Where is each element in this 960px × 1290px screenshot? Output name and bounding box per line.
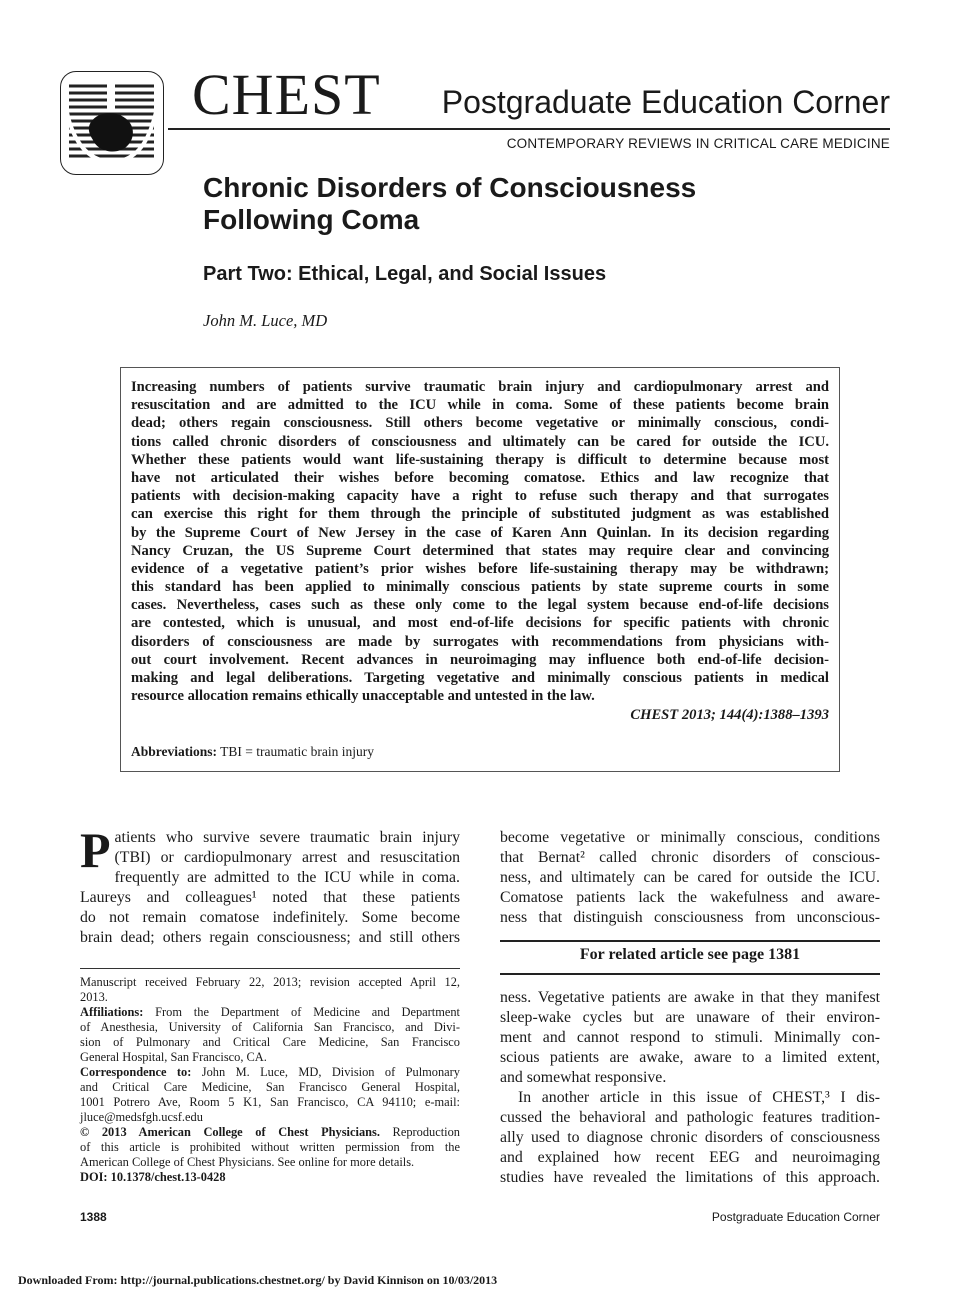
title-line: Chronic Disorders of Consciousness <box>203 172 697 203</box>
footnote-line: Manuscript received February 22, 2013; revision accepted April 12, <box>80 975 460 989</box>
body-line: atients who survive severe traumatic brain injury <box>114 829 460 846</box>
abstract-line: can exercise this right for them through the principle of substituted judgment as was established <box>131 506 829 523</box>
body-line: that Bernat² called chronic disorders of conscious- <box>500 849 880 866</box>
abstract-line: Increasing numbers of patients survive traumatic brain injury and cardiopulmonary arrest and <box>131 379 829 395</box>
abstract-line: this standard has been applied to minimally conscious patients by state supreme courts in some <box>131 579 829 596</box>
body-line: Comatose patients lack the wakefulness and aware- <box>500 889 880 906</box>
body-line: ness that distinguish consciousness from unconscious- <box>500 909 880 926</box>
body-line: (TBI) or cardiopulmonary arrest and resuscitation <box>114 849 460 866</box>
footnote-line: of Anesthesia, University of California San Francisco, and Divi- <box>80 1020 460 1034</box>
body-line: cussed the behavioral and pathologic features tradition- <box>500 1109 880 1126</box>
abbreviations-text: TBI = traumatic brain injury <box>217 744 374 759</box>
body-line: become vegetative or minimally conscious, conditions <box>500 829 880 846</box>
article-title <box>203 172 843 236</box>
footnote-line: 2013. <box>80 990 108 1004</box>
download-notice: Downloaded From: http://journal.publications.chestnet.org/ by David Kinnison on 10/03/2013 <box>18 1273 498 1287</box>
body-right-column-bottom <box>500 988 880 1188</box>
body-line: and somewhat responsive. <box>500 1069 667 1086</box>
body-line: frequently are admitted to the ICU while in coma. <box>114 869 460 886</box>
journal-brand: CHEST <box>192 62 381 127</box>
abstract-line: cases. Nevertheless, cases such as these only come to the legal system because end-of-life decisions <box>131 597 829 614</box>
body-left-column <box>80 822 460 948</box>
abstract-line: have not articulated their wishes before becoming comatose. Ethics and law recognize that <box>131 469 829 486</box>
abbreviations <box>131 744 374 760</box>
correspondence-label: Correspondence to: <box>80 1065 192 1079</box>
footnotes <box>80 975 460 1185</box>
footnote-rule <box>80 968 460 969</box>
footnote-line: and Critical Care Medicine, San Francisco General Hospital, <box>80 1080 460 1094</box>
body-line: Laureys and colleagues¹ noted that these patients <box>80 889 460 906</box>
copyright-label: © 2013 American College of Chest Physicians. <box>80 1125 380 1139</box>
abbreviations-label: Abbreviations: <box>131 744 218 759</box>
abstract-line: disorders of consciousness are made by surrogates with recommendations from physicians with- <box>131 633 829 650</box>
abstract-line: evidence of a vegetative patient’s prior wishes before life-sustaining therapy may be withdrawn; <box>131 560 829 577</box>
abstract-line: making and legal deliberations. Targeting vegetative and minimally conscious patients in medical <box>131 670 829 686</box>
running-head: Postgraduate Education Corner <box>711 1210 880 1224</box>
abstract-line: resource allocation remains ethically unacceptable and untested in the law. <box>131 688 595 705</box>
footnote-line: American College of Chest Physicians. See online for more details. <box>80 1155 415 1169</box>
body-line: scious patients are awake, aware to a limited extent, <box>500 1049 880 1066</box>
body-line: ally used to diagnose chronic disorders of consciousness <box>500 1129 880 1146</box>
footnote-line: 1001 Potrero Ave, Room 5 K1, San Francisco, CA 94110; e-mail: <box>80 1095 460 1109</box>
related-rule-bottom <box>500 973 880 975</box>
abstract-line: Nancy Cruzan, the US Supreme Court determined that states may require clear and convincing <box>131 542 829 559</box>
body-line: and explained how recent EEG and neuroimaging <box>500 1149 880 1166</box>
abstract-line: out court involvement. Recent advances in neuroimaging may influence both end-of-life decision- <box>131 651 829 668</box>
footnote-line <box>80 1125 460 1140</box>
header-rule <box>168 128 890 130</box>
drop-cap: P <box>80 822 111 878</box>
section-title: Postgraduate Education Corner <box>441 84 890 120</box>
body-right-column-top <box>500 828 880 928</box>
body-line: ness, and ultimately can be cared for outside the ICU. <box>500 869 880 886</box>
body-line: In another article in this issue of CHEST,³ I dis- <box>518 1089 880 1106</box>
doi <box>80 1170 460 1185</box>
abstract-line: by the Supreme Court of New Jersey in the case of Karen Ann Quinlan. In its decision regarding <box>131 524 829 541</box>
article-subtitle: Part Two: Ethical, Legal, and Social Issues <box>203 263 607 285</box>
doi-text[interactable]: DOI: 10.1378/chest.13-0428 <box>80 1170 226 1184</box>
title-line: Following Coma <box>203 204 420 235</box>
footnote-line: of this article is prohibited without written permission from the <box>80 1140 460 1154</box>
lungs-icon <box>61 72 162 173</box>
body-line: do not remain comatose indefinitely. Some become <box>80 909 460 926</box>
abstract-line: resuscitation and are admitted to the ICU while in coma. Some of these patients become brain <box>131 397 829 414</box>
abstract-line: patients with decision-making capacity have a right to refuse such therapy and that surrogates <box>131 488 829 505</box>
footnote-text: John M. Luce, MD, Division of Pulmonary <box>191 1065 461 1079</box>
body-line: brain dead; others regain consciousness; and still others <box>80 929 460 946</box>
page-number: 1388 <box>80 1210 107 1224</box>
footnote-text: From the Department of Medicine and Department <box>143 1005 460 1019</box>
article-author: John M. Luce, MD <box>203 311 328 330</box>
body-line: ness. Vegetative patients are awake in that they manifest <box>500 989 880 1006</box>
related-rule-top <box>500 940 880 942</box>
affiliations-label: Affiliations: <box>80 1005 144 1019</box>
body-line: ment and cannot respond to stimuli. Minimally con- <box>500 1029 880 1046</box>
series-label: CONTEMPORARY REVIEWS IN CRITICAL CARE MEDICINE <box>506 136 890 151</box>
chest-logo <box>60 71 164 175</box>
footnote-text: Reproduction <box>379 1125 460 1139</box>
abstract-line: dead; others regain consciousness. Still others become vegetative or minimally conscious, condi- <box>131 415 829 432</box>
abstract-text <box>131 378 829 705</box>
footnote-line <box>80 1005 460 1020</box>
email-link[interactable]: jluce@medsfgh.ucsf.edu <box>80 1110 203 1124</box>
abstract-line: tions called chronic disorders of consciousness and ultimately can be cared for outside the ICU. <box>131 433 829 450</box>
related-article-link[interactable]: For related article see page 1381 <box>579 946 801 963</box>
footnote-line: General Hospital, San Francisco, CA. <box>80 1050 267 1064</box>
citation: CHEST 2013; 144(4):1388–1393 <box>630 707 829 723</box>
body-line: sleep-wake cycles but are unaware of their environ- <box>500 1009 880 1026</box>
footnote-line <box>80 1065 460 1080</box>
abstract-line: are contested, which is unusual, and most end-of-life decisions for specific patients with chronic <box>131 615 829 632</box>
abstract-line: Whether these patients would want life-sustaining therapy is difficult to determine because most <box>131 451 829 468</box>
footnote-line: sion of Pulmonary and Critical Care Medicine, San Francisco <box>80 1035 460 1049</box>
body-line: studies have revealed the limitations of this approach. <box>500 1169 880 1186</box>
